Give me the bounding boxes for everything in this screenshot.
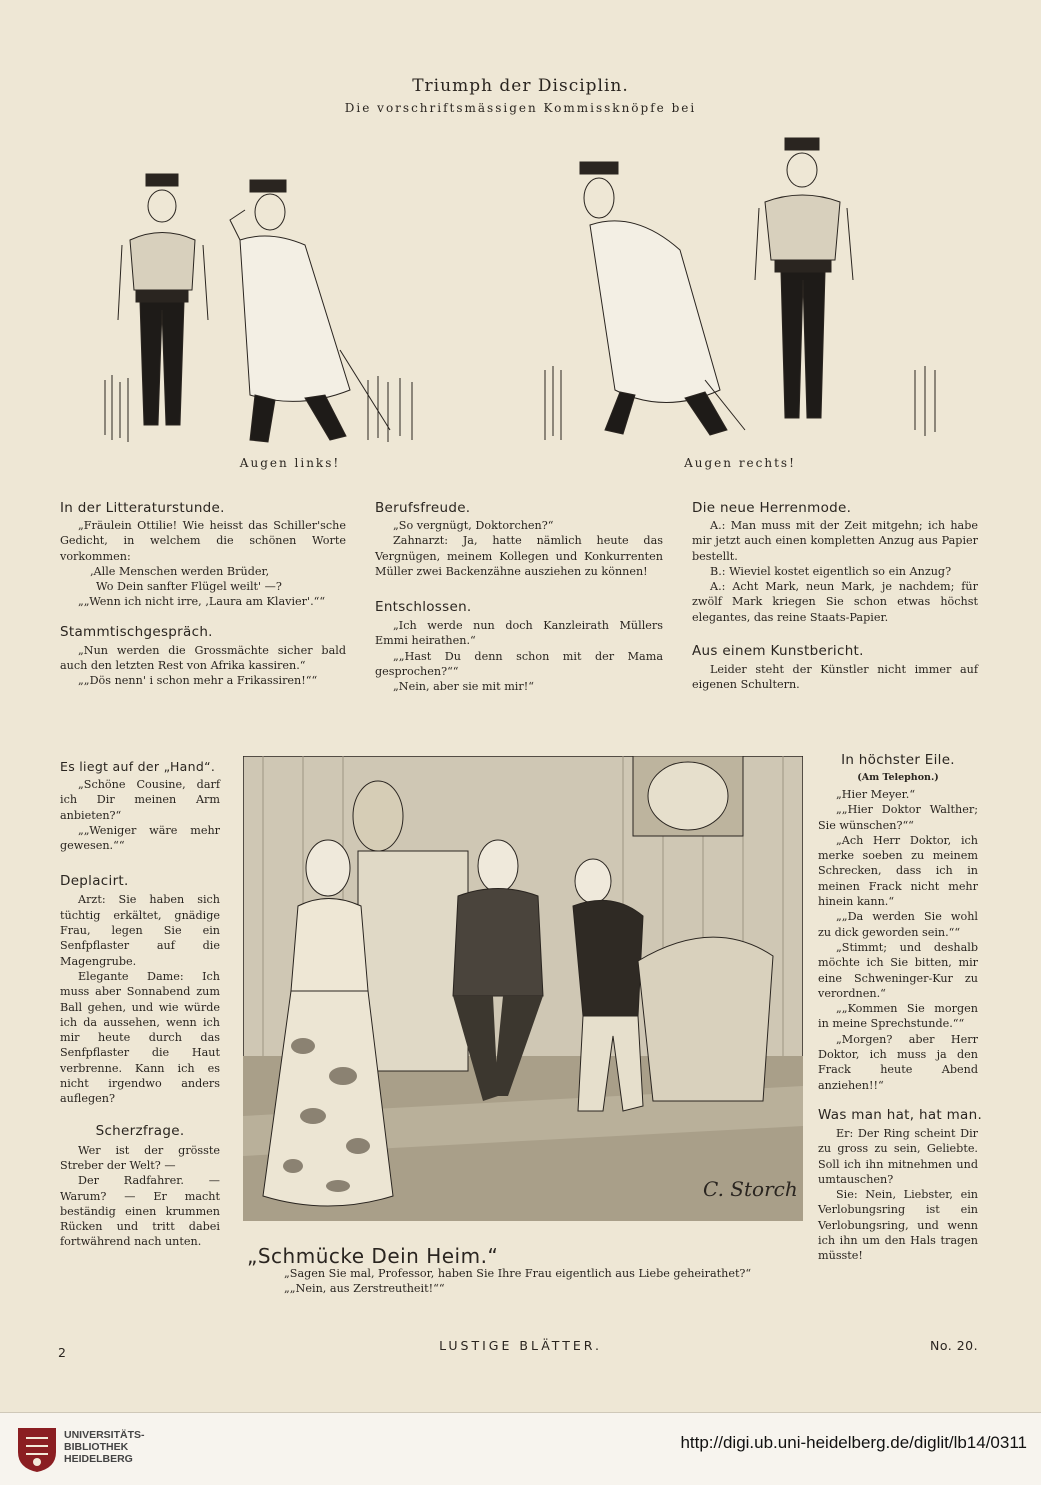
paragraph: A.: Man muss mit der Zeit mitgehn; ich habe mir jetzt auch einen kompletten Anzug aus Papier bestellt. xyxy=(692,519,978,563)
library-logo-text xyxy=(64,1429,145,1465)
paragraph: Wer ist der grösste Streber der Welt? — xyxy=(60,1143,220,1172)
article-hand xyxy=(60,777,220,853)
paragraph: „„Dös nenn' i schon mehr a Frikassiren!““ xyxy=(78,674,318,688)
page-title: Triumph der Disciplin. xyxy=(412,76,629,96)
heading-schmuecke-dein-heim: „Schmücke Dein Heim.“ xyxy=(247,1244,499,1268)
paragraph: „Schöne Cousine, darf ich Dir meinen Arm anbieten?“ xyxy=(60,778,220,822)
article-was-man-hat xyxy=(818,1126,978,1264)
right-narrow-column xyxy=(818,752,983,1264)
left-narrow-column xyxy=(60,759,220,1250)
paragraph: „Sagen Sie mal, Professor, haben Sie Ihre Frau eigentlich aus Liebe geheirathet?“ xyxy=(284,1267,752,1280)
paragraph: Er: Der Ring scheint Dir zu gross zu sein, Geliebte. Soll ich ihn mitnehmen und umtauschen? xyxy=(818,1126,978,1186)
article-scherzfrage xyxy=(60,1143,220,1250)
heading-was-man-hat: Was man hat, hat man. xyxy=(818,1106,983,1123)
caption-augen-rechts: Augen rechts! xyxy=(684,456,796,470)
article-herrenmode xyxy=(692,518,978,625)
paragraph: B.: Wieviel kostet eigentlich so ein Anzug? xyxy=(710,564,952,578)
heading-stammtischgespraech: Stammtischgespräch. xyxy=(60,623,213,640)
article-schmuecke-dein-heim xyxy=(246,1266,791,1297)
logo-line: HEIDELBERG xyxy=(64,1453,133,1465)
paragraph: A.: Acht Mark, neun Mark, je nachdem; für zwölf Mark kriegen Sie schon etwas höchst elegantes, das reine Staats-Papier. xyxy=(692,580,978,624)
paragraph: „Morgen? aber Herr Doktor, ich muss ja den Frack heute Abend anziehen!!“ xyxy=(818,1032,978,1092)
paragraph: „„Da werden Sie wohl zu dick geworden sein.““ xyxy=(818,910,978,939)
paragraph: „Ich werde nun doch Kanzleirath Müllers Emmi heirathen.“ xyxy=(375,619,663,648)
issue-number: No. 20. xyxy=(930,1338,979,1353)
library-footer-bar xyxy=(0,1412,1041,1485)
heading-kunstbericht: Aus einem Kunstbericht. xyxy=(692,643,864,660)
paragraph: „„Wenn ich nicht irre, ‚Laura am Klavier'.““ xyxy=(78,595,326,609)
paragraph: Der Radfahrer. — Warum? — Er macht beständig einen krummen Rücken und tritt dabei fortwährend nach unten. xyxy=(60,1174,220,1249)
illustration-schmuecke-dein-heim xyxy=(243,756,803,1221)
paragraph: „So vergnügt, Doktorchen?“ xyxy=(393,519,554,532)
paragraph: „Hier Meyer.“ xyxy=(836,788,916,801)
heading-litteraturstunde: In der Litteraturstunde. xyxy=(60,500,225,516)
article-deplacirt xyxy=(60,892,220,1106)
article-litteraturstunde xyxy=(60,518,346,610)
logo-line: BIBLIOTHEK xyxy=(64,1441,129,1453)
paragraph: Sie: Nein, Liebster, ein Verlobungsring ist ein Verlobungsring, und wenn ich ihn um den Hals tragen müsste! xyxy=(818,1188,978,1263)
magazine-name: LUSTIGE BLÄTTER. xyxy=(439,1338,602,1353)
paragraph: Arzt: Sie haben sich tüchtig erkältet, gnädige Frau, legen Sie ein Senfpflaster auf die Magengrube. xyxy=(60,893,220,968)
paragraph: „„Nein, aus Zerstreutheit!““ xyxy=(284,1282,445,1296)
paragraph: „Stimmt; und deshalb möchte ich Sie bitten, mir eine Schweninger-Kur zu verordnen.“ xyxy=(818,940,978,1000)
article-berufsfreude xyxy=(375,518,663,579)
university-seal-icon xyxy=(14,1424,60,1474)
article-in-hoechster-eile xyxy=(818,787,978,1093)
page-number: 2 xyxy=(58,1345,66,1360)
heading-entschlossen: Entschlossen. xyxy=(375,599,472,616)
paragraph: Leider steht der Künstler nicht immer auf eigenen Schultern. xyxy=(692,663,978,692)
verse-line: ‚Alle Menschen werden Brüder, xyxy=(90,564,270,578)
paragraph: „„Kommen Sie morgen in meine Sprechstunde.““ xyxy=(818,1002,978,1031)
heading-in-hoechster-eile: In höchster Eile. xyxy=(841,752,955,768)
subheading-am-telephon: (Am Telephon.) xyxy=(857,772,939,783)
column-1 xyxy=(60,500,346,689)
paragraph: „„Weniger wäre mehr gewesen.““ xyxy=(60,823,220,853)
paragraph: „Fräulein Ottilie! Wie heisst das Schiller'sche Gedicht, in welchem die schönen Worte vorkommen: xyxy=(60,519,346,563)
verse-line: Wo Dein sanfter Flügel weilt' —? xyxy=(96,580,282,594)
column-2 xyxy=(375,500,663,695)
paragraph: „Nun werden die Grossmächte sicher bald auch den letzten Rest von Afrika kassiren.“ xyxy=(60,643,346,673)
artist-signature: C. Storch xyxy=(703,1177,798,1201)
page-subtitle: Die vorschriftsmässigen Kommissknöpfe bei xyxy=(344,101,697,115)
permalink-url[interactable]: http://digi.ub.uni-heidelberg.de/diglit/lb14/0311 xyxy=(680,1433,1027,1452)
article-entschlossen xyxy=(375,618,663,694)
heading-herrenmode: Die neue Herrenmode. xyxy=(692,500,852,516)
article-stammtischgespraech xyxy=(60,643,346,689)
heading-es-liegt-auf-der-hand: Es liegt auf der „Hand“. xyxy=(60,759,216,774)
article-kunstbericht xyxy=(692,662,978,693)
heading-scherzfrage: Scherzfrage. xyxy=(95,1122,185,1139)
column-3 xyxy=(692,500,978,693)
cartoon-augen-rechts xyxy=(535,130,945,455)
paragraph: „Nein, aber sie mit mir!“ xyxy=(393,680,534,694)
paragraph: „„Hast Du denn schon mit der Mama gesprochen?““ xyxy=(375,649,663,679)
paragraph: Elegante Dame: Ich muss aber Sonnabend zum Ball gehen, und wie würde ich da aussehen, wenn ich mir heute durch das Senfpflaster die Haut verbrenne. Kann ich es nicht irgendwo anders auflegen? xyxy=(60,969,220,1106)
cartoon-augen-links xyxy=(100,150,430,455)
paragraph: „Ach Herr Doktor, ich merke soeben zu meinem Schrecken, dass ich in meinen Frack nicht mehr hinein kann.“ xyxy=(818,833,978,909)
heading-deplacirt: Deplacirt. xyxy=(60,873,129,890)
paragraph: Zahnarzt: Ja, hatte nämlich heute das Vergnügen, meinem Kollegen und Konkurrenten Müller zwei Backenzähne ausziehen zu können! xyxy=(375,534,663,578)
paragraph: „„Hier Doktor Walther; Sie wünschen?““ xyxy=(818,803,978,832)
heading-berufsfreude: Berufsfreude. xyxy=(375,500,471,516)
logo-line: UNIVERSITÄTS- xyxy=(64,1429,145,1441)
caption-augen-links: Augen links! xyxy=(239,456,341,470)
